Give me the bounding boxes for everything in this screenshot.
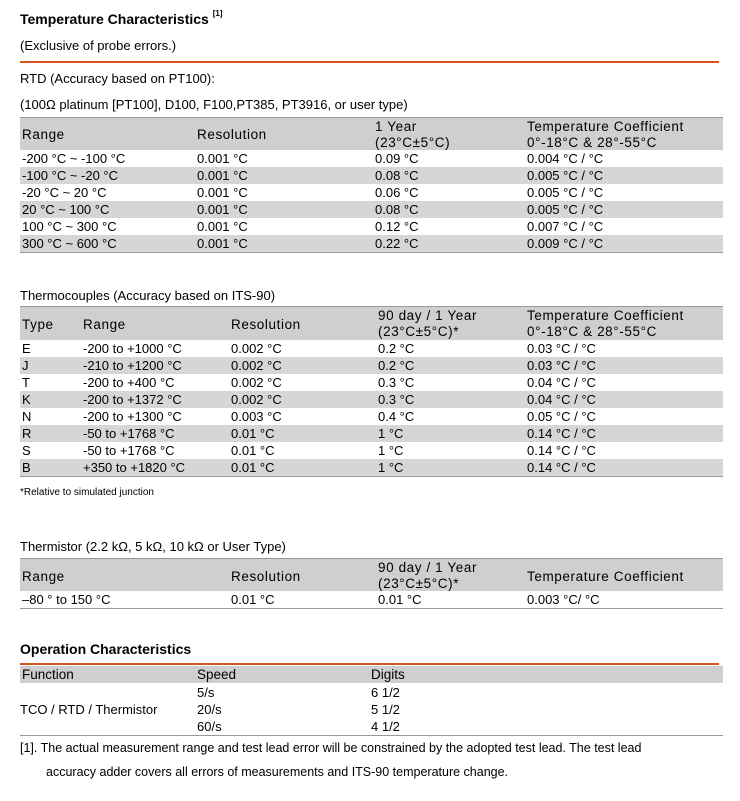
- title-reference: [1]: [212, 9, 223, 18]
- rtd-cell: 0.001 °C: [197, 185, 248, 200]
- tc-cell: 1 °C: [378, 460, 404, 475]
- tc-table-row: [20, 391, 723, 408]
- op-header-function: Function: [22, 667, 74, 682]
- operation-table-header: [20, 666, 723, 683]
- tc-table-row: [20, 340, 723, 357]
- tc-header-type: Type: [22, 317, 54, 332]
- op-function: TCO / RTD / Thermistor: [20, 702, 158, 717]
- tc-cell: S: [22, 443, 31, 458]
- tc-header-tempco: Temperature Coefficient: [527, 308, 684, 323]
- rtd-cell: 0.06 °C: [375, 185, 419, 200]
- rtd-cell: 0.001 °C: [197, 236, 248, 251]
- probe-errors-note: (Exclusive of probe errors.): [20, 38, 177, 53]
- tc-header-accuracy-cond: (23°C±5°C)*: [378, 324, 460, 339]
- op-digits-1: 6 1/2: [371, 685, 400, 700]
- rtd-table-header: [20, 117, 723, 151]
- tc-cell: -200 to +1000 °C: [83, 341, 182, 356]
- tc-cell: 0.14 °C / °C: [527, 443, 596, 458]
- tc-cell: 0.4 °C: [378, 409, 415, 424]
- op-speed-2: 20/s: [197, 702, 222, 717]
- thermistor-table-header: [20, 558, 723, 592]
- op-speed-1: 5/s: [197, 685, 215, 700]
- temperature-characteristics-title: [20, 11, 223, 27]
- op-header-digits: Digits: [371, 667, 405, 682]
- thermocouple-table-header: [20, 306, 723, 340]
- tc-header-resolution: Resolution: [231, 317, 301, 332]
- tc-cell: 0.2 °C: [378, 341, 415, 356]
- rtd-cell: 0.001 °C: [197, 151, 248, 166]
- th-header-range: Range: [22, 569, 65, 584]
- th-tempco: 0.003 °C/ °C: [527, 592, 600, 607]
- rtd-cell: 0.001 °C: [197, 168, 248, 183]
- section-divider: [20, 61, 719, 63]
- tc-cell: 0.14 °C / °C: [527, 460, 596, 475]
- rtd-cell: 100 °C ~ 300 °C: [22, 219, 117, 234]
- thermistor-row: [20, 591, 723, 608]
- tc-header-accuracy: 90 day / 1 Year: [378, 308, 478, 323]
- rtd-header-accuracy-cond: (23°C±5°C): [375, 135, 451, 150]
- operation-table-bottom: [20, 735, 723, 736]
- rtd-header-tempco: Temperature Coefficient: [527, 119, 684, 134]
- tc-cell: 0.3 °C: [378, 392, 415, 407]
- tc-cell: E: [22, 341, 31, 356]
- tc-table-row: [20, 459, 723, 476]
- rtd-cell: -20 °C ~ 20 °C: [22, 185, 107, 200]
- tc-cell: -50 to +1768 °C: [83, 443, 175, 458]
- op-digits-3: 4 1/2: [371, 719, 400, 734]
- tc-cell: -50 to +1768 °C: [83, 426, 175, 441]
- rtd-cell: 0.009 °C / °C: [527, 236, 604, 251]
- tc-cell: 0.01 °C: [231, 460, 275, 475]
- rtd-cell: -200 °C ~ -100 °C: [22, 151, 126, 166]
- thermocouple-heading: Thermocouples (Accuracy based on ITS-90): [20, 288, 276, 303]
- tc-cell: J: [22, 358, 29, 373]
- tc-cell: N: [22, 409, 32, 424]
- tc-cell: 1 °C: [378, 443, 404, 458]
- rtd-table-row: [20, 235, 723, 252]
- thermistor-table-bottom: [20, 608, 723, 609]
- rtd-header-accuracy: 1 Year: [375, 119, 417, 134]
- rtd-cell: -100 °C ~ -20 °C: [22, 168, 119, 183]
- rtd-table-row: [20, 184, 723, 201]
- tc-table-row: [20, 357, 723, 374]
- rtd-types: (100Ω platinum [PT100], D100, F100,PT385, PT3916, or user type): [20, 97, 408, 112]
- rtd-cell: 0.12 °C: [375, 219, 419, 234]
- tc-cell: 0.03 °C / °C: [527, 358, 596, 373]
- tc-cell: -200 to +1300 °C: [83, 409, 182, 424]
- measurement-note-line1: [1]. The actual measurement range and test lead error will be constrained by the adopted test lead. The test lead: [20, 741, 642, 755]
- rtd-cell: 0.08 °C: [375, 168, 419, 183]
- tc-table-row: [20, 374, 723, 391]
- tc-cell: 0.04 °C / °C: [527, 375, 596, 390]
- thermistor-heading: Thermistor (2.2 kΩ, 5 kΩ, 10 kΩ or User Type): [20, 539, 286, 554]
- tc-cell: 0.04 °C / °C: [527, 392, 596, 407]
- th-accuracy: 0.01 °C: [378, 592, 422, 607]
- tc-cell: R: [22, 426, 32, 441]
- rtd-table-row: [20, 218, 723, 235]
- tc-cell: 0.003 °C: [231, 409, 282, 424]
- tc-table-row: [20, 408, 723, 425]
- tc-cell: 0.002 °C: [231, 341, 282, 356]
- tc-table-row: [20, 442, 723, 459]
- tc-cell: -200 to +400 °C: [83, 375, 175, 390]
- tc-cell: K: [22, 392, 31, 407]
- th-header-accuracy: 90 day / 1 Year: [378, 560, 478, 575]
- rtd-cell: 0.08 °C: [375, 202, 419, 217]
- rtd-cell: 300 °C ~ 600 °C: [22, 236, 117, 251]
- tc-cell: 0.03 °C / °C: [527, 341, 596, 356]
- measurement-note-line2: accuracy adder covers all errors of measurements and ITS-90 temperature change.: [46, 765, 509, 779]
- op-header-speed: Speed: [197, 667, 237, 682]
- rtd-cell: 0.001 °C: [197, 202, 248, 217]
- rtd-cell: 20 °C ~ 100 °C: [22, 202, 110, 217]
- tc-cell: 0.2 °C: [378, 358, 415, 373]
- tc-cell: 0.002 °C: [231, 358, 282, 373]
- rtd-cell: 0.001 °C: [197, 219, 248, 234]
- tc-cell: -200 to +1372 °C: [83, 392, 182, 407]
- tc-cell: 0.002 °C: [231, 375, 282, 390]
- tc-header-tempco-range: 0°-18°C & 28°-55°C: [527, 324, 657, 339]
- rtd-cell: 0.005 °C / °C: [527, 168, 604, 183]
- rtd-cell: 0.22 °C: [375, 236, 419, 251]
- tc-cell: T: [22, 375, 30, 390]
- rtd-table-row: [20, 167, 723, 184]
- th-header-tempco: Temperature Coefficient: [527, 569, 684, 584]
- rtd-header-tempco-range: 0°-18°C & 28°-55°C: [527, 135, 657, 150]
- rtd-header-resolution: Resolution: [197, 127, 267, 142]
- tc-cell: 0.05 °C / °C: [527, 409, 596, 424]
- rtd-table-row: [20, 150, 723, 167]
- rtd-table-bottom: [20, 252, 723, 253]
- op-speed-3: 60/s: [197, 719, 222, 734]
- rtd-cell: 0.005 °C / °C: [527, 185, 604, 200]
- tc-header-range: Range: [83, 317, 126, 332]
- operation-characteristics-title: Operation Characteristics: [20, 641, 192, 657]
- rtd-cell: 0.005 °C / °C: [527, 202, 604, 217]
- tc-table-bottom: [20, 476, 723, 477]
- th-range: –80 ° to 150 °C: [22, 592, 111, 607]
- rtd-table-row: [20, 201, 723, 218]
- title-text: Temperature Characteristics: [20, 11, 209, 27]
- rtd-heading: RTD (Accuracy based on PT100):: [20, 71, 215, 86]
- tc-cell: 0.01 °C: [231, 443, 275, 458]
- thermocouple-footnote: *Relative to simulated junction: [20, 487, 154, 498]
- tc-cell: 0.01 °C: [231, 426, 275, 441]
- tc-table-row: [20, 425, 723, 442]
- tc-cell: 0.002 °C: [231, 392, 282, 407]
- tc-cell: 0.3 °C: [378, 375, 415, 390]
- rtd-cell: 0.09 °C: [375, 151, 419, 166]
- th-header-accuracy-cond: (23°C±5°C)*: [378, 576, 460, 591]
- rtd-cell: 0.007 °C / °C: [527, 219, 604, 234]
- th-header-resolution: Resolution: [231, 569, 301, 584]
- tc-cell: 0.14 °C / °C: [527, 426, 596, 441]
- rtd-header-range: Range: [22, 127, 65, 142]
- op-digits-2: 5 1/2: [371, 702, 400, 717]
- tc-cell: +350 to +1820 °C: [83, 460, 186, 475]
- tc-cell: 1 °C: [378, 426, 404, 441]
- th-resolution: 0.01 °C: [231, 592, 275, 607]
- tc-cell: B: [22, 460, 31, 475]
- operation-divider: [20, 663, 719, 665]
- rtd-cell: 0.004 °C / °C: [527, 151, 604, 166]
- tc-cell: -210 to +1200 °C: [83, 358, 182, 373]
